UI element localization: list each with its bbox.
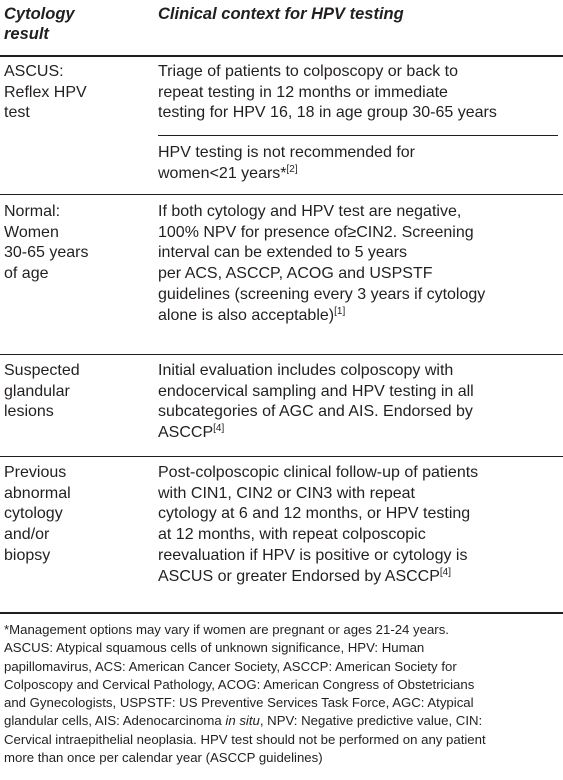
context-line: Post-colposcopic clinical follow-up of patients	[158, 464, 479, 481]
footnote-line: papillomavirus, ACS: American Cancer Society, ASCCP: American Society for	[4, 658, 457, 674]
context-line: interval can be extended to 5 years	[158, 244, 408, 262]
context-line: If both cytology and HPV test are negative,	[158, 203, 462, 220]
reference-mark: [4]	[213, 423, 225, 435]
header-clinical-context: Clinical context for HPV testing	[158, 5, 404, 23]
context-line: 100% NPV for presence of≥CIN2. Screening	[158, 223, 474, 241]
label-line: 30-65 years	[4, 244, 89, 262]
context-line: Initial evaluation includes colposcopy with	[158, 362, 454, 379]
context-line: ASCUS or greater Endorsed by ASCCP	[158, 567, 440, 585]
row-context-ascus-age	[158, 143, 558, 184]
context-line: alone is also acceptable)	[158, 306, 335, 324]
row-context-ascus-triage	[158, 62, 558, 124]
row-label-previous	[4, 463, 144, 567]
row-context-previous	[158, 463, 558, 587]
footnote-italic: in situ	[225, 713, 260, 729]
header-line: result	[4, 25, 49, 43]
header-line: Cytology	[4, 5, 75, 23]
label-line: Suspected	[4, 362, 80, 379]
context-line: cytology at 6 and 12 months, or HPV testing	[158, 505, 471, 523]
table-footnote	[4, 621, 560, 767]
label-line: Normal:	[4, 203, 61, 220]
context-line: testing for HPV 16, 18 in age group 30-65 years	[158, 104, 497, 122]
label-line: lesions	[4, 403, 54, 421]
footnote-text: glandular cells, AIS: Adenocarcinoma	[4, 713, 226, 729]
context-line: with CIN1, CIN2 or CIN3 with repeat	[158, 484, 415, 502]
label-line: biopsy	[4, 546, 51, 564]
label-line: cytology	[4, 505, 63, 523]
context-line: at 12 months, with repeat colposcopic	[158, 526, 426, 544]
reference-mark: [4]	[439, 566, 452, 578]
row-label-normal	[4, 202, 144, 285]
label-line: Previous	[4, 464, 67, 481]
label-line: Reflex HPV	[4, 83, 87, 101]
reference-mark: [1]	[334, 305, 346, 317]
footnote-line: Colposcopy and Cervical Pathology, ACOG: American Congress of Obstetricians	[4, 676, 475, 692]
row-context-glandular	[158, 361, 558, 444]
row-label-glandular	[4, 361, 144, 423]
footnote-line: ASCUS: Atypical squamous cells of unknown significance, HPV: Human	[4, 640, 425, 656]
footnote-text: , NPV: Negative predictive value, CIN:	[259, 713, 483, 729]
label-line: of age	[4, 265, 49, 283]
context-line: guidelines (screening every 3 years if cytology	[158, 285, 486, 303]
context-line: ASCCP	[158, 424, 214, 442]
row-rule	[0, 354, 563, 355]
context-line: per ACS, ASCCP, ACOG and USPSTF	[158, 265, 433, 283]
footnote-line: Cervical intraepithelial neoplasia. HPV test should not be performed on any patient	[4, 731, 486, 747]
context-line: endocervical sampling and HPV testing in all	[158, 382, 474, 400]
sub-row-rule	[158, 135, 558, 136]
label-line: abnormal	[4, 484, 71, 502]
label-line: test	[4, 104, 30, 122]
context-line: HPV testing is not recommended for	[158, 144, 416, 161]
label-line: ASCUS:	[4, 63, 64, 80]
footnote-line: more than once per calendar year (ASCCP guidelines)	[4, 750, 323, 766]
context-line: subcategories of AGC and AIS. Endorsed by	[158, 403, 473, 421]
context-line: women<21 years*	[158, 164, 287, 182]
row-context-normal	[158, 202, 558, 326]
footnote-line: *Management options may vary if women are pregnant or ages 21-24 years.	[4, 622, 449, 637]
reference-mark: [2]	[286, 163, 298, 175]
footnote-line: and Gynecologists, USPSTF: US Preventive Services Task Force, AGC: Atypical	[4, 695, 474, 711]
context-line: repeat testing in 12 months or immediate	[158, 83, 448, 101]
row-rule	[0, 194, 563, 195]
header-cytology-result	[4, 4, 144, 44]
row-rule	[0, 456, 563, 457]
table-bottom-rule	[0, 612, 563, 614]
header-rule	[0, 55, 563, 57]
label-line: and/or	[4, 526, 50, 544]
row-label-ascus	[4, 62, 144, 124]
label-line: Women	[4, 223, 59, 241]
label-line: glandular	[4, 382, 70, 400]
context-line: Triage of patients to colposcopy or back to	[158, 63, 459, 80]
footnote-line	[4, 712, 560, 730]
context-line: reevaluation if HPV is positive or cytology is	[158, 546, 468, 564]
